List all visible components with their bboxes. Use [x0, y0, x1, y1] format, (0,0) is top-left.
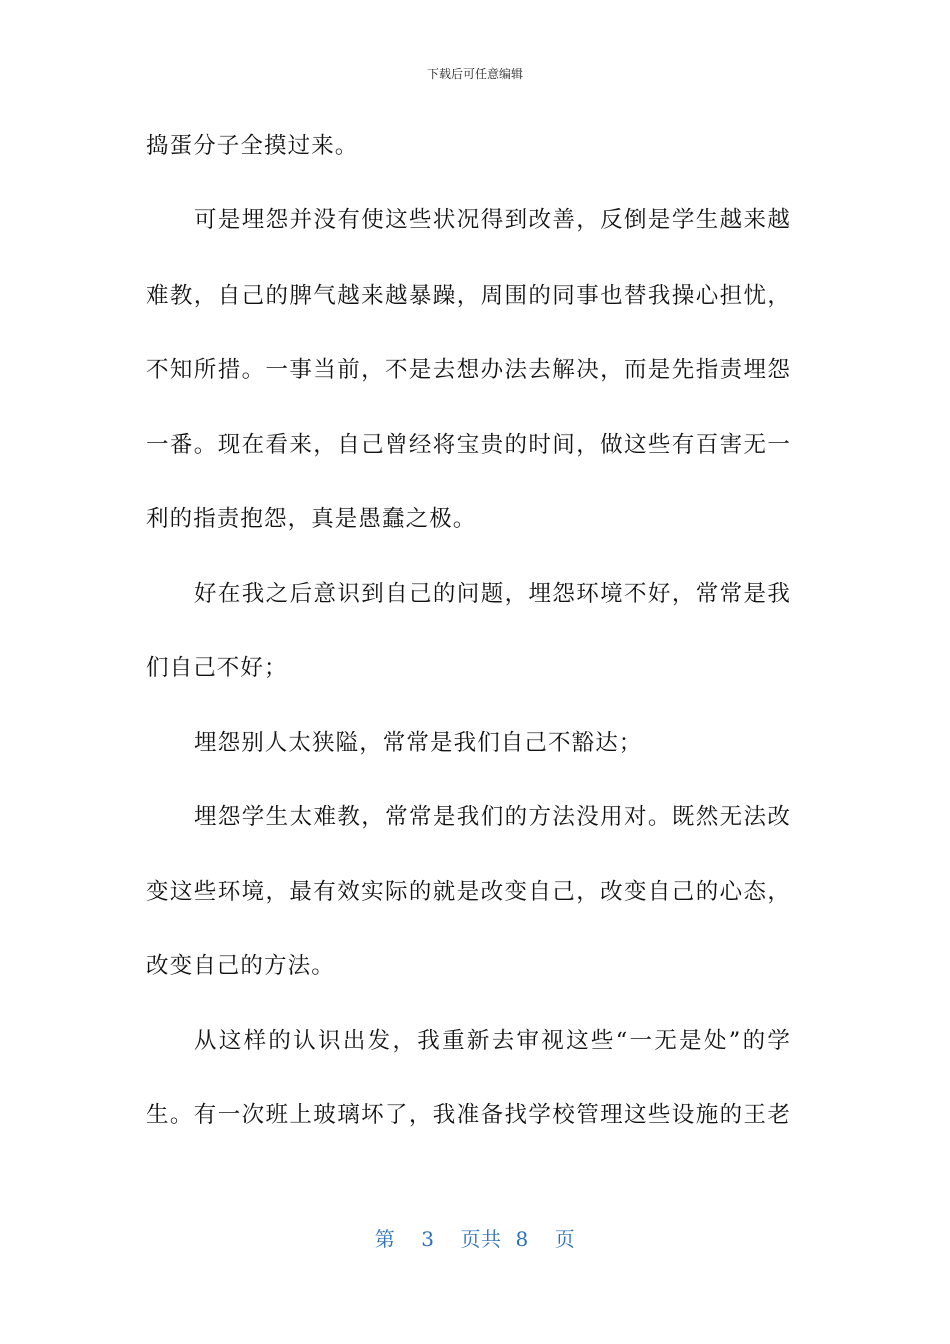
footer-suffix: 页	[554, 1227, 576, 1251]
footer-middle: 页共	[460, 1227, 502, 1251]
page-header: 下载后可任意编辑	[426, 67, 523, 81]
text-line: 一番。现在看来，自己曾经将宝贵的时间，做这些有百害无一	[146, 432, 791, 458]
text-line: 们自己不好；	[146, 655, 288, 681]
text-line: 埋怨学生太难教，常常是我们的方法没用对。既然无法改	[194, 804, 791, 830]
text-line: 从这样的认识出发，我重新去审视这些“一无是处”的学	[194, 1028, 791, 1054]
text-line: 好在我之后意识到自己的问题，埋怨环境不好，常常是我	[194, 581, 791, 607]
text-line: 变这些环境，最有效实际的就是改变自己，改变自己的心态，	[146, 879, 791, 905]
text-line: 捣蛋分子全摸过来。	[146, 133, 359, 159]
total-page-number: 8	[515, 1227, 529, 1251]
text-line: 改变自己的方法。	[146, 953, 335, 979]
text-line: 利的指责抱怨，真是愚蠢之极。	[146, 506, 477, 532]
footer-prefix: 第	[374, 1227, 396, 1251]
page-footer	[0, 1224, 950, 1254]
text-line: 埋怨别人太狭隘，常常是我们自己不豁达；	[194, 730, 643, 756]
text-line: 难教，自己的脾气越来越暴躁，周围的同事也替我操心担忧，	[146, 283, 791, 309]
current-page-number: 3	[421, 1227, 435, 1251]
text-line: 不知所措。一事当前，不是去想办法去解决，而是先指责埋怨	[146, 357, 791, 383]
text-line: 生。有一次班上玻璃坏了，我准备找学校管理这些设施的王老	[146, 1102, 791, 1128]
text-line: 可是埋怨并没有使这些状况得到改善，反倒是学生越来越	[194, 207, 791, 233]
